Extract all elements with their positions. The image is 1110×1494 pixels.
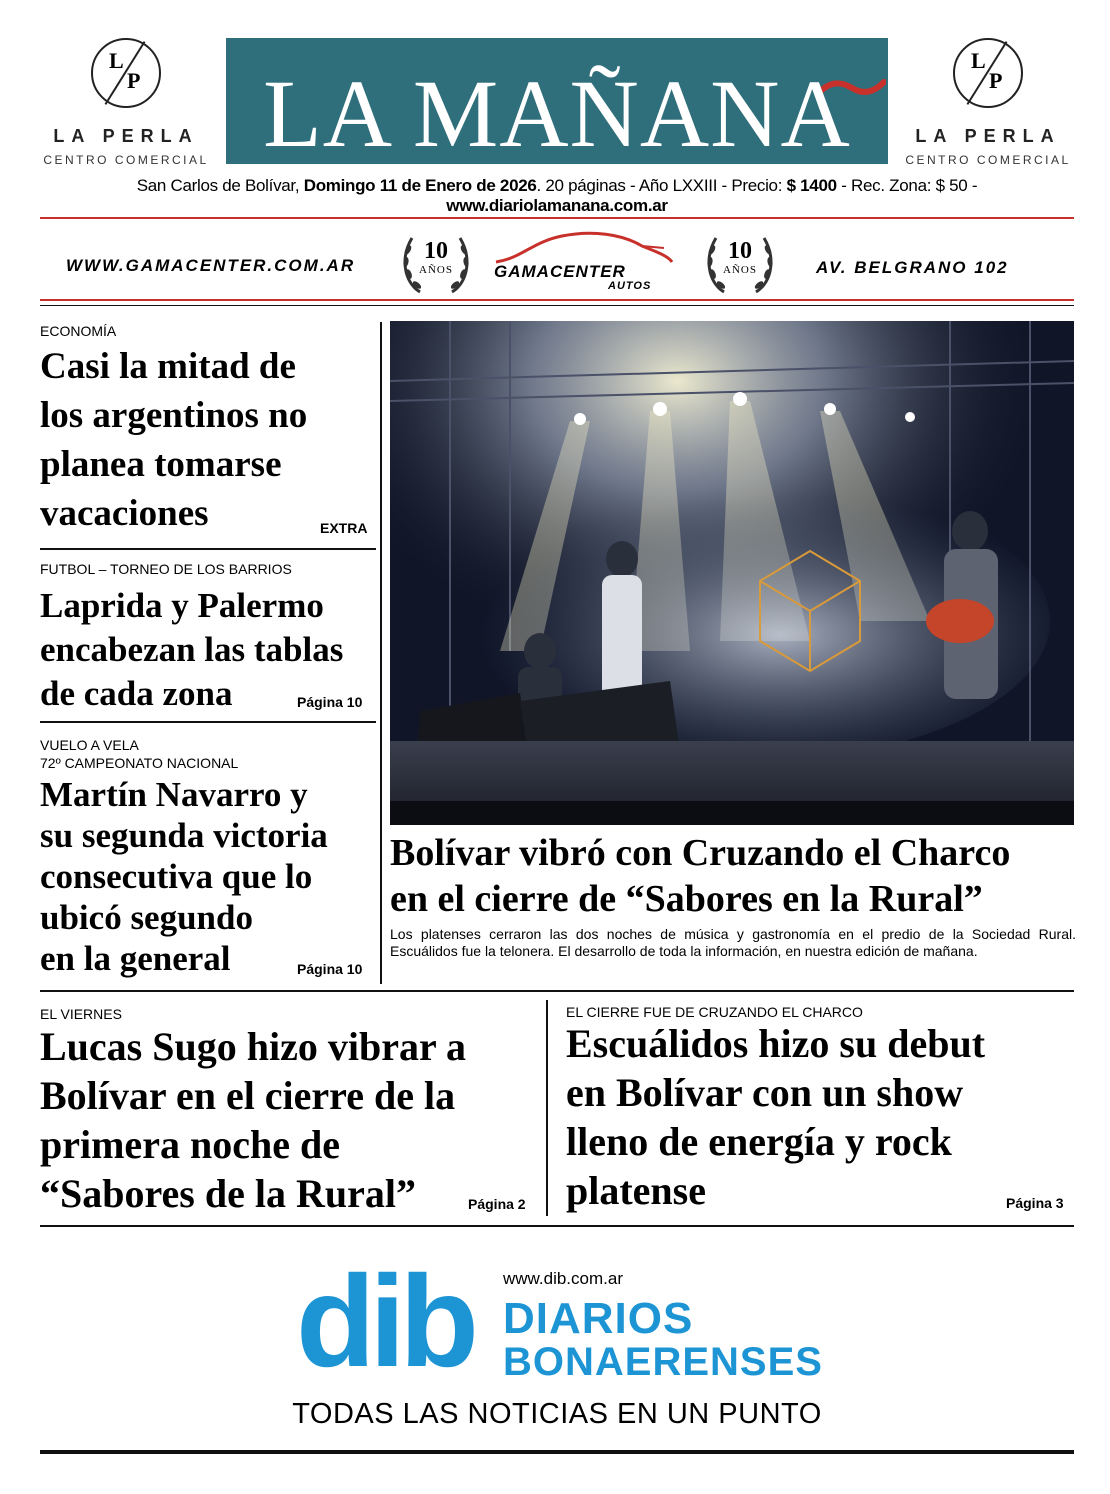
page-reference: Página 10 — [297, 694, 363, 710]
article-kicker: VUELO A VELA — [40, 737, 139, 753]
la-perla-sub: CENTRO COMERCIAL — [905, 153, 1071, 167]
concert-photo — [390, 321, 1074, 825]
article-kicker: EL VIERNES — [40, 1006, 122, 1022]
article-kicker: 72º CAMPEONATO NACIONAL — [40, 755, 239, 771]
gamacenter-logo: GAMACENTER AUTOS — [492, 228, 676, 294]
la-perla-logo-right — [888, 38, 1088, 167]
anniversary-wreath-icon: 10 AÑOS — [400, 228, 472, 298]
site-link[interactable]: www.diariolamanana.com.ar — [446, 196, 668, 215]
gamacenter-url[interactable]: WWW.GAMACENTER.COM.AR — [66, 256, 356, 275]
divider — [40, 305, 1074, 306]
dateline: San Carlos de Bolívar, Domingo 11 de Enero de 2026. 20 páginas - Año LXXIII - Precio: $ 1400 - Rec. Zona: $ 50 - www.diariolamanana.com.ar — [136, 176, 978, 215]
headline-sugo[interactable]: Lucas Sugo hizo vibrar a Bolívar en el cierre de la primera noche de “Sabores de la Rural” — [40, 1024, 466, 1216]
la-perla-name: LA PERLA — [53, 126, 199, 146]
dib-logo-icon — [296, 1262, 496, 1382]
divider — [40, 1450, 1074, 1454]
main-deck: Los platenses cerraron las dos noches de música y gastronomía en el predio de la Sociedad Rural. Escuálidos fue la telonera. El desarrollo de toda la información, en nuestra edición de mañana. — [390, 926, 1076, 959]
page-reference: Página 10 — [297, 961, 363, 977]
gamacenter-address: AV. BELGRANO 102 — [816, 258, 1009, 277]
article-kicker: ECONOMÍA — [40, 323, 117, 339]
anniversary-wreath-icon: 10 AÑOS — [704, 228, 776, 298]
dib-tagline: TODAS LAS NOTICIAS EN UN PUNTO — [292, 1398, 822, 1430]
la-perla-name: LA PERLA — [915, 126, 1061, 146]
divider — [40, 217, 1074, 219]
divider — [40, 548, 376, 550]
headline-economia[interactable]: Casi la mitad de los argentinos no planea tomarse vacaciones — [40, 346, 308, 534]
column-divider — [380, 322, 382, 984]
newspaper-title: LA MAÑANA — [263, 60, 851, 167]
headline-escualidos[interactable]: Escuálidos hizo su debut en Bolívar con un show lleno de energía y rock platense — [566, 1021, 986, 1213]
main-headline[interactable]: Bolívar vibró con Cruzando el Charco en el cierre de “Sabores en la Rural” — [390, 832, 1011, 920]
svg-text:dib: dib — [296, 1262, 473, 1382]
divider — [40, 299, 1074, 301]
dib-name: BONAERENSES — [503, 1340, 823, 1384]
divider — [40, 721, 376, 723]
divider — [40, 990, 1074, 992]
article-kicker: FUTBOL – TORNEO DE LOS BARRIOS — [40, 561, 292, 577]
divider — [40, 1225, 1074, 1227]
column-divider — [546, 1000, 548, 1216]
la-perla-monogram: L P — [953, 38, 1023, 108]
la-perla-sub: CENTRO COMERCIAL — [43, 153, 209, 167]
la-perla-monogram: L P — [91, 38, 161, 108]
article-kicker: EL CIERRE FUE DE CRUZANDO EL CHARCO — [566, 1004, 863, 1020]
page-reference: Página 3 — [1006, 1195, 1064, 1211]
headline-vuelo[interactable]: Martín Navarro y su segunda victoria consecutiva que lo ubicó segundo en la general — [40, 775, 328, 978]
dib-url[interactable]: www.dib.com.ar — [503, 1269, 623, 1288]
masthead-banner — [226, 38, 888, 167]
dib-name: DIARIOS — [503, 1294, 694, 1343]
page-reference: Página 2 — [468, 1196, 526, 1212]
la-perla-logo-left — [26, 38, 226, 167]
page-reference: EXTRA — [320, 520, 368, 536]
headline-futbol[interactable]: Laprida y Palermo encabezan las tablas de cada zona — [40, 586, 344, 713]
